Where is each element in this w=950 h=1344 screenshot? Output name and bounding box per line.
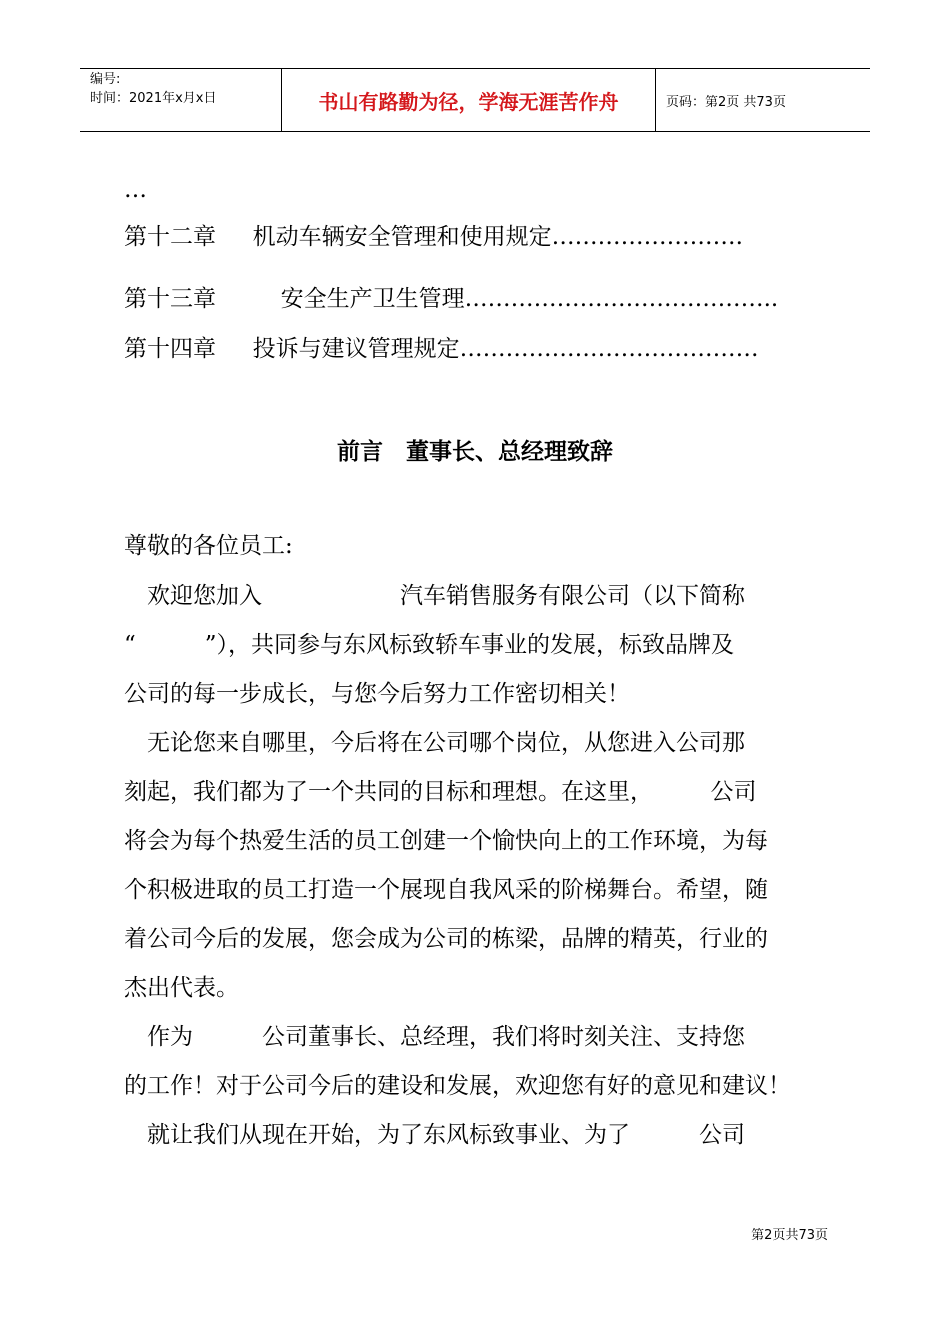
toc-chapter: 第十三章: [124, 286, 216, 312]
toc-title: 安全生产卫生管理: [280, 286, 465, 312]
body-line: 无论您来自哪里，今后将在公司哪个岗位，从您进入公司那: [124, 730, 745, 756]
toc-item: [124, 334, 759, 364]
body-line: 欢迎您加入 汽车销售服务有限公司（以下简称: [124, 583, 745, 609]
footer-page-info: 第2页共73页: [751, 1228, 828, 1243]
preface-title: 前言 董事长、总经理致辞: [337, 439, 613, 465]
body-line: “ ”），共同参与东风标致轿车事业的发展，标致品牌及: [124, 632, 735, 658]
header-motto-cell: [282, 69, 656, 131]
number-label: 编号:: [90, 72, 121, 87]
toc-item: [124, 284, 778, 314]
body-line: 个积极进取的员工打造一个展现自我风采的阶梯舞台。希望，随: [124, 877, 768, 903]
header-table: [80, 68, 870, 132]
toc-ellipsis: …: [124, 177, 147, 203]
preface-body: [124, 572, 844, 1160]
toc-leader: …………………………………: [459, 336, 759, 362]
body-line: 刻起，我们都为了一个共同的目标和理想。在这里， 公司: [124, 779, 757, 805]
motto-text: 书山有路勤为径，学海无涯苦作舟: [318, 89, 619, 114]
body-line: 公司的每一步成长，与您今后努力工作密切相关！: [124, 681, 630, 707]
header-page-cell: [656, 69, 870, 131]
toc-title: 投诉与建议管理规定: [252, 336, 460, 362]
header-page-info: 页码：第2页 共73页: [666, 94, 786, 110]
body-line: 的工作！对于公司今后的建设和发展，欢迎您有好的意见和建议！: [124, 1073, 791, 1099]
toc-item: [124, 222, 743, 252]
toc-chapter: 第十二章: [124, 224, 216, 250]
toc-leader: …………………….: [551, 224, 743, 250]
toc-leader: …………………………………..: [464, 286, 779, 312]
body-line: 着公司今后的发展，您会成为公司的栋梁，品牌的精英，行业的: [124, 926, 768, 952]
time-label: 时间：2021年x月x日: [90, 91, 217, 106]
body-line: 就让我们从现在开始，为了东风标致事业、为了 公司: [124, 1122, 745, 1148]
body-line: 作为 公司董事长、总经理，我们将时刻关注、支持您: [124, 1024, 745, 1050]
body-line: 将会为每个热爱生活的员工创建一个愉快向上的工作环境，为每: [124, 828, 768, 854]
body-line: 杰出代表。: [124, 975, 239, 1001]
salutation: 尊敬的各位员工:: [124, 533, 293, 559]
toc-title: 机动车辆安全管理和使用规定: [252, 224, 552, 250]
header-meta-cell: [80, 69, 282, 131]
toc-chapter: 第十四章: [124, 336, 216, 362]
